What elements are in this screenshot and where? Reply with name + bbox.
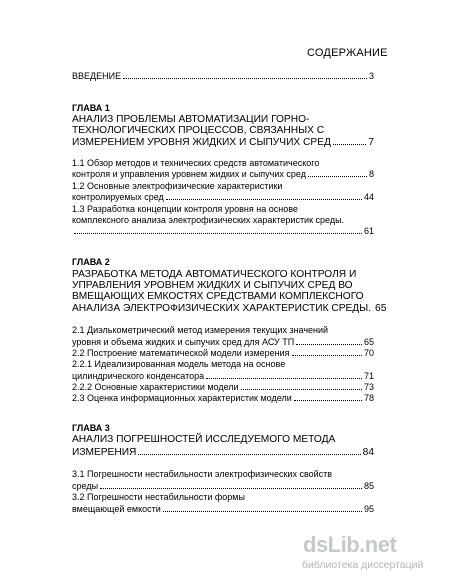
dot-leader [163, 504, 362, 512]
toc-entry-label: 2.2.2 Основные характеристики модели [72, 382, 239, 392]
chapter-title-line: АНАЛИЗ ПРОБЛЕМЫ АВТОМАТИЗАЦИИ ГОРНО- [72, 114, 310, 125]
toc-entry-3-2[interactable] [72, 504, 374, 514]
dot-leader [123, 71, 367, 79]
toc-entry-label: ИЗМЕРЕНИЯ [72, 446, 137, 458]
toc-entry-chapter-3[interactable] [72, 446, 374, 458]
toc-page-number: 65 [375, 302, 387, 314]
chapter-heading-3: ГЛАВА 3 [72, 423, 110, 433]
watermark-logo: dsLib.net [303, 532, 397, 557]
dslib-watermark [300, 532, 450, 581]
toc-entry-line: комплексного анализа электрофизических характеристик среды. [72, 215, 345, 225]
toc-entry-2-1[interactable] [72, 337, 374, 347]
toc-entry-2-2-2[interactable] [72, 382, 374, 392]
dot-leader [308, 169, 367, 177]
toc-page-number: 65 [363, 337, 374, 347]
toc-entry-label: контролируемых сред [72, 192, 164, 202]
dot-leader [296, 337, 362, 345]
toc-page-number: 44 [363, 192, 374, 202]
toc-entry-chapter-2[interactable] [72, 302, 387, 314]
toc-entry-label: ИЗМЕРЕНИЕМ УРОВНЯ ЖИДКИХ И СЫПУЧИХ СРЕД [72, 136, 331, 148]
chapter-heading-1: ГЛАВА 1 [72, 103, 110, 113]
toc-page-number: 78 [363, 393, 374, 403]
dot-leader [292, 348, 362, 356]
chapter-title-line: УПРАВЛЕНИЯ УРОВНЕМ ЖИДКИХ И СЫПУЧИХ СРЕД ВО [72, 280, 353, 291]
toc-page-number: 73 [363, 382, 374, 392]
toc-entry-label: АНАЛИЗА ЭЛЕКТРОФИЗИЧЕСКИХ ХАРАКТЕРИСТИК СРЕДЫ. [72, 302, 372, 314]
toc-page-number: 71 [363, 371, 374, 381]
toc-entry-label: контроля и управления уровнем жидких и сыпучих сред [72, 169, 306, 179]
dot-leader [138, 446, 360, 455]
toc-page-number: 61 [363, 226, 374, 236]
dot-leader [294, 393, 362, 401]
toc-page-number: 70 [363, 348, 374, 358]
dot-leader [241, 382, 362, 390]
dot-leader [74, 226, 362, 234]
toc-entry-line: 1.1 Обзор методов и технических средств автоматического [72, 158, 320, 168]
toc-entry-1-1[interactable] [72, 169, 374, 179]
chapter-title-line: АНАЛИЗ ПОГРЕШНОСТЕЙ ИССЛЕДУЕМОГО МЕТОДА [72, 434, 336, 445]
toc-entry-chapter-1[interactable] [72, 136, 374, 148]
toc-entry-label: 2.2 Построение математической модели измерения [72, 348, 290, 358]
toc-entry-intro[interactable] [72, 71, 374, 81]
chapter-title-line: РАЗРАБОТКА МЕТОДА АВТОМАТИЧЕСКОГО КОНТРОЛЯ И [72, 269, 357, 280]
toc-entry-line: 1.3 Разработка концепции контроля уровня на основе [72, 204, 298, 214]
toc-entry-label: среды [72, 481, 99, 491]
chapter-heading-2: ГЛАВА 2 [72, 257, 110, 267]
dot-leader [206, 371, 362, 379]
toc-entry-2-2[interactable] [72, 348, 374, 358]
toc-entry-label: 2.3 Оценка информационных характеристик модели [72, 393, 292, 403]
dot-leader [333, 136, 366, 145]
toc-entry-line: 3.1 Погрешности нестабильности электрофизических свойств [72, 469, 333, 479]
toc-page-number: 95 [363, 504, 374, 514]
chapter-title-line: ТЕХНОЛОГИЧЕСКИХ ПРОЦЕССОВ, СВЯЗАННЫХ С [72, 125, 325, 136]
toc-entry-label: вмещающей емкости [72, 504, 161, 514]
toc-entry-label: ВВЕДЕНИЕ [72, 71, 122, 81]
toc-page-number: 8 [368, 169, 374, 179]
dot-leader [166, 192, 362, 200]
toc-entry-line: 1.2 Основные электрофизические характеристики [72, 181, 283, 191]
toc-page-number: 84 [362, 446, 374, 458]
toc-entry-1-3[interactable] [72, 226, 374, 236]
chapter-title-line: ВМЕЩАЮЩИХ ЕМКОСТЯХ СРЕДСТВАМИ КОМПЛЕКСНОГО [72, 291, 364, 302]
toc-entry-3-1[interactable] [72, 481, 374, 491]
toc-entry-line: 2.1 Диэлькометрический метод измерения текущих значений [72, 325, 329, 335]
toc-entry-label: уровня и объема жидких и сыпучих сред для АСУ ТП [72, 337, 295, 347]
toc-entry-1-2[interactable] [72, 192, 374, 202]
toc-entry-line: 3.2 Погрешности нестабильности формы [72, 492, 245, 502]
page-title: СОДЕРЖАНИЕ [307, 47, 388, 59]
toc-entry-label: цилиндрического конденсатора [72, 371, 205, 381]
toc-entry-2-3[interactable] [72, 393, 374, 403]
toc-entry-2-2-1[interactable] [72, 371, 374, 381]
toc-entry-line: 2.2.1 Идеализированная модель метода на основе [72, 359, 286, 369]
watermark-subtitle: библиотека диссертаций [302, 559, 424, 571]
toc-page-number: 85 [363, 481, 374, 491]
toc-page-number: 3 [368, 71, 374, 81]
dot-leader [100, 481, 362, 489]
toc-page-number: 7 [368, 136, 374, 148]
